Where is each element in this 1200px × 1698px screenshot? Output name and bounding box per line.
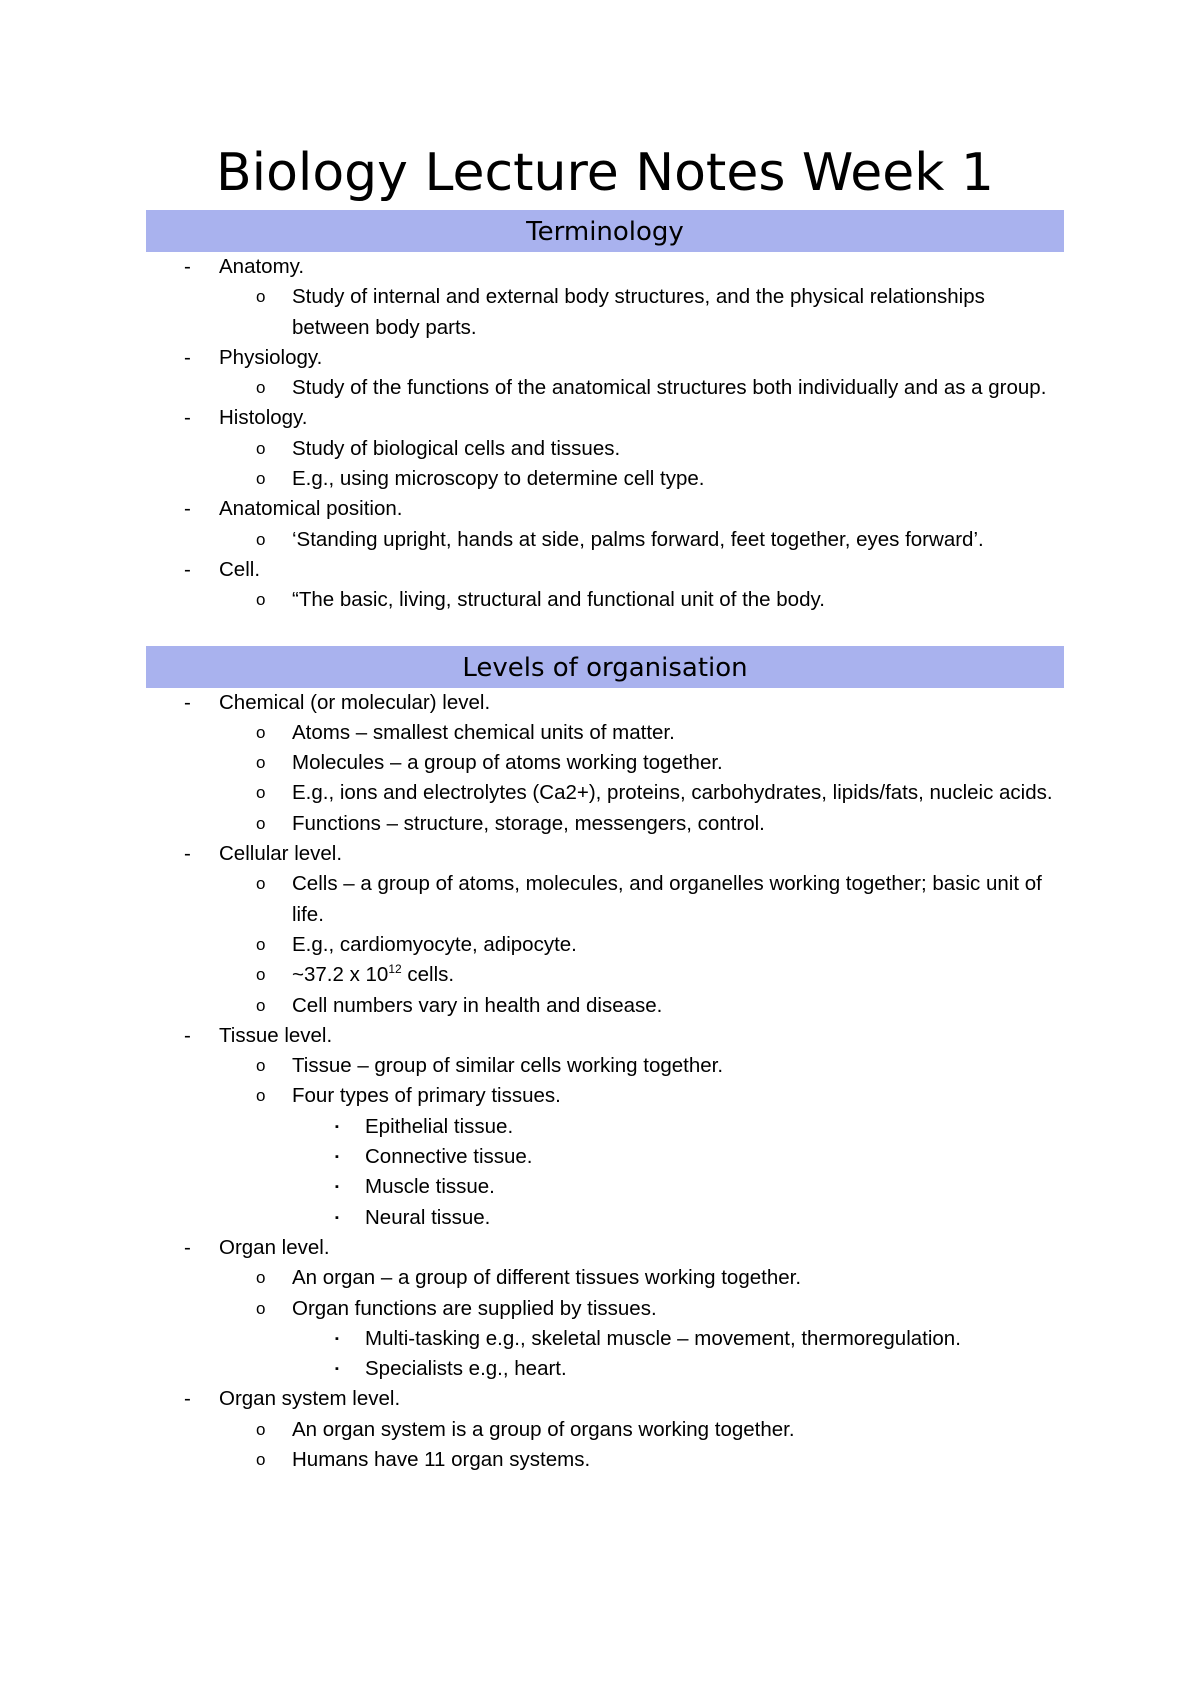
list-item-text: Tissue level. <box>219 1023 333 1047</box>
list-item-level-1 <box>146 494 1064 524</box>
list-item-text: Cell. <box>219 557 261 581</box>
list-item-level-1 <box>146 1384 1064 1414</box>
circle-bullet-icon: o <box>256 287 266 307</box>
square-bullet-icon: ▪ <box>335 1151 339 1164</box>
circle-bullet-icon: o <box>256 1086 266 1106</box>
list-item-level-3 <box>146 1142 1064 1172</box>
list-item-text: Muscle tissue. <box>365 1175 495 1199</box>
list-item-level-2 <box>146 1051 1064 1081</box>
list-item-level-2 <box>146 434 1064 464</box>
list-item-level-1 <box>146 1021 1064 1051</box>
list-item-level-2 <box>146 464 1064 494</box>
circle-bullet-icon: o <box>256 995 266 1015</box>
list-item-level-2 <box>146 1294 1064 1324</box>
dash-bullet-icon: - <box>184 690 191 714</box>
circle-bullet-icon: o <box>256 1056 266 1076</box>
list-item-level-1 <box>146 343 1064 373</box>
list-item-text: Cells – a group of atoms, molecules, and organelles working together; basic unit of life. <box>292 872 1042 926</box>
circle-bullet-icon: o <box>256 590 266 610</box>
dash-bullet-icon: - <box>184 1235 191 1259</box>
dash-bullet-icon: - <box>184 1023 191 1047</box>
square-bullet-icon: ▪ <box>335 1211 339 1224</box>
list-item-text: Neural tissue. <box>365 1205 491 1229</box>
square-bullet-icon: ▪ <box>335 1120 339 1133</box>
list-item-text: Study of the functions of the anatomical structures both individually and as a group. <box>292 376 1047 400</box>
list-item-text: Specialists e.g., heart. <box>365 1357 567 1381</box>
list-item-text: Cell numbers vary in health and disease. <box>292 993 663 1017</box>
list-item-text: Organ functions are supplied by tissues. <box>292 1296 657 1320</box>
list-item-level-2 <box>146 282 1064 343</box>
list-item-text: Four types of primary tissues. <box>292 1084 561 1108</box>
list-item-level-2 <box>146 1415 1064 1445</box>
list-item-text: Epithelial tissue. <box>365 1114 514 1138</box>
dash-bullet-icon: - <box>184 842 191 866</box>
circle-bullet-icon: o <box>256 1419 266 1439</box>
list-item-level-3 <box>146 1112 1064 1142</box>
list-item-level-2 <box>146 930 1064 960</box>
list-item-text: E.g., using microscopy to determine cell type. <box>292 467 705 491</box>
list-item-text: Tissue – group of similar cells working together. <box>292 1054 724 1078</box>
circle-bullet-icon: o <box>256 813 266 833</box>
list-item-text: Functions – structure, storage, messengers, control. <box>292 811 765 835</box>
list-item-level-2 <box>146 585 1064 615</box>
list-item-text: Organ system level. <box>219 1387 401 1411</box>
circle-bullet-icon: o <box>256 469 266 489</box>
list-item-level-2 <box>146 748 1064 778</box>
dash-bullet-icon: - <box>184 406 191 430</box>
list-item-level-2 <box>146 778 1064 808</box>
list-item-text: Study of biological cells and tissues. <box>292 436 621 460</box>
list-item-text: Connective tissue. <box>365 1145 533 1169</box>
section-heading: Levels of organisation <box>146 646 1064 688</box>
page-title: Biology Lecture Notes Week 1 <box>215 143 995 203</box>
list-item-text: Histology. <box>219 406 308 430</box>
list-item-level-2 <box>146 373 1064 403</box>
list-item-text: Anatomical position. <box>219 497 403 521</box>
list-item-level-2 <box>146 991 1064 1021</box>
section-spacer <box>146 616 1064 646</box>
list-item-text: E.g., ions and electrolytes (Ca2+), proteins, carbohydrates, lipids/fats, nucleic acids. <box>292 781 1053 805</box>
list-item-level-2 <box>146 525 1064 555</box>
list-item-level-1 <box>146 555 1064 585</box>
dash-bullet-icon: - <box>184 1387 191 1411</box>
dash-bullet-icon: - <box>184 497 191 521</box>
list-item-text: Organ level. <box>219 1235 330 1259</box>
circle-bullet-icon: o <box>256 753 266 773</box>
circle-bullet-icon: o <box>256 438 266 458</box>
list-item-text: E.g., cardiomyocyte, adipocyte. <box>292 932 577 956</box>
circle-bullet-icon: o <box>256 874 266 894</box>
bullet-list <box>146 252 1064 616</box>
bullet-list <box>146 688 1064 1476</box>
list-item-level-3 <box>146 1324 1064 1354</box>
list-item-text: ~37.2 x $10^{12}$ cells. <box>292 962 455 987</box>
dash-bullet-icon: - <box>184 345 191 369</box>
list-item-level-2 <box>146 1081 1064 1111</box>
list-item-text: ‘Standing upright, hands at side, palms forward, feet together, eyes forward’. <box>292 527 984 551</box>
list-item-level-3 <box>146 1203 1064 1233</box>
list-item-level-1 <box>146 1233 1064 1263</box>
list-item-level-2 <box>146 809 1064 839</box>
list-item-level-3 <box>146 1172 1064 1202</box>
exponent: 12 <box>388 962 402 977</box>
dash-bullet-icon: - <box>184 255 191 278</box>
list-item-level-3 <box>146 1354 1064 1384</box>
circle-bullet-icon: o <box>256 934 266 954</box>
list-item-level-1 <box>146 403 1064 433</box>
list-item-level-1 <box>146 688 1064 718</box>
list-item-level-2 <box>146 1263 1064 1293</box>
list-item-text: Physiology. <box>219 345 323 369</box>
list-item-text: Chemical (or molecular) level. <box>219 690 491 714</box>
list-item-text: Humans have 11 organ systems. <box>292 1447 591 1471</box>
circle-bullet-icon: o <box>256 1268 266 1288</box>
document-page <box>146 140 1064 1475</box>
circle-bullet-icon: o <box>256 378 266 398</box>
square-bullet-icon: ▪ <box>335 1181 339 1194</box>
circle-bullet-icon: o <box>256 1449 266 1469</box>
list-item-text: Cellular level. <box>219 842 343 866</box>
list-item-level-1 <box>146 839 1064 869</box>
list-item-level-1 <box>146 252 1064 282</box>
list-item-text: Atoms – smallest chemical units of matter. <box>292 720 675 744</box>
list-item-text: Anatomy. <box>219 255 305 278</box>
list-item-text: Molecules – a group of atoms working together. <box>292 751 723 775</box>
circle-bullet-icon: o <box>256 722 266 742</box>
circle-bullet-icon: o <box>256 783 266 803</box>
circle-bullet-icon: o <box>256 965 266 985</box>
circle-bullet-icon: o <box>256 529 266 549</box>
circle-bullet-icon: o <box>256 1298 266 1318</box>
list-item-level-2 <box>146 960 1064 990</box>
list-item-text: “The basic, living, structural and functional unit of the body. <box>292 588 825 612</box>
dash-bullet-icon: - <box>184 557 191 581</box>
list-item-text: Multi-tasking e.g., skeletal muscle – movement, thermoregulation. <box>365 1326 961 1350</box>
list-item-level-2 <box>146 718 1064 748</box>
square-bullet-icon: ▪ <box>335 1363 339 1376</box>
list-item-level-2 <box>146 869 1064 930</box>
sections-container <box>146 210 1064 1475</box>
list-item-text: Study of internal and external body structures, and the physical relationships between body parts. <box>292 285 985 339</box>
list-item-text: An organ system is a group of organs working together. <box>292 1417 795 1441</box>
square-bullet-icon: ▪ <box>335 1332 339 1345</box>
list-item-text: An organ – a group of different tissues working together. <box>292 1266 802 1290</box>
list-item-level-2 <box>146 1445 1064 1475</box>
section-heading: Terminology <box>146 210 1064 252</box>
